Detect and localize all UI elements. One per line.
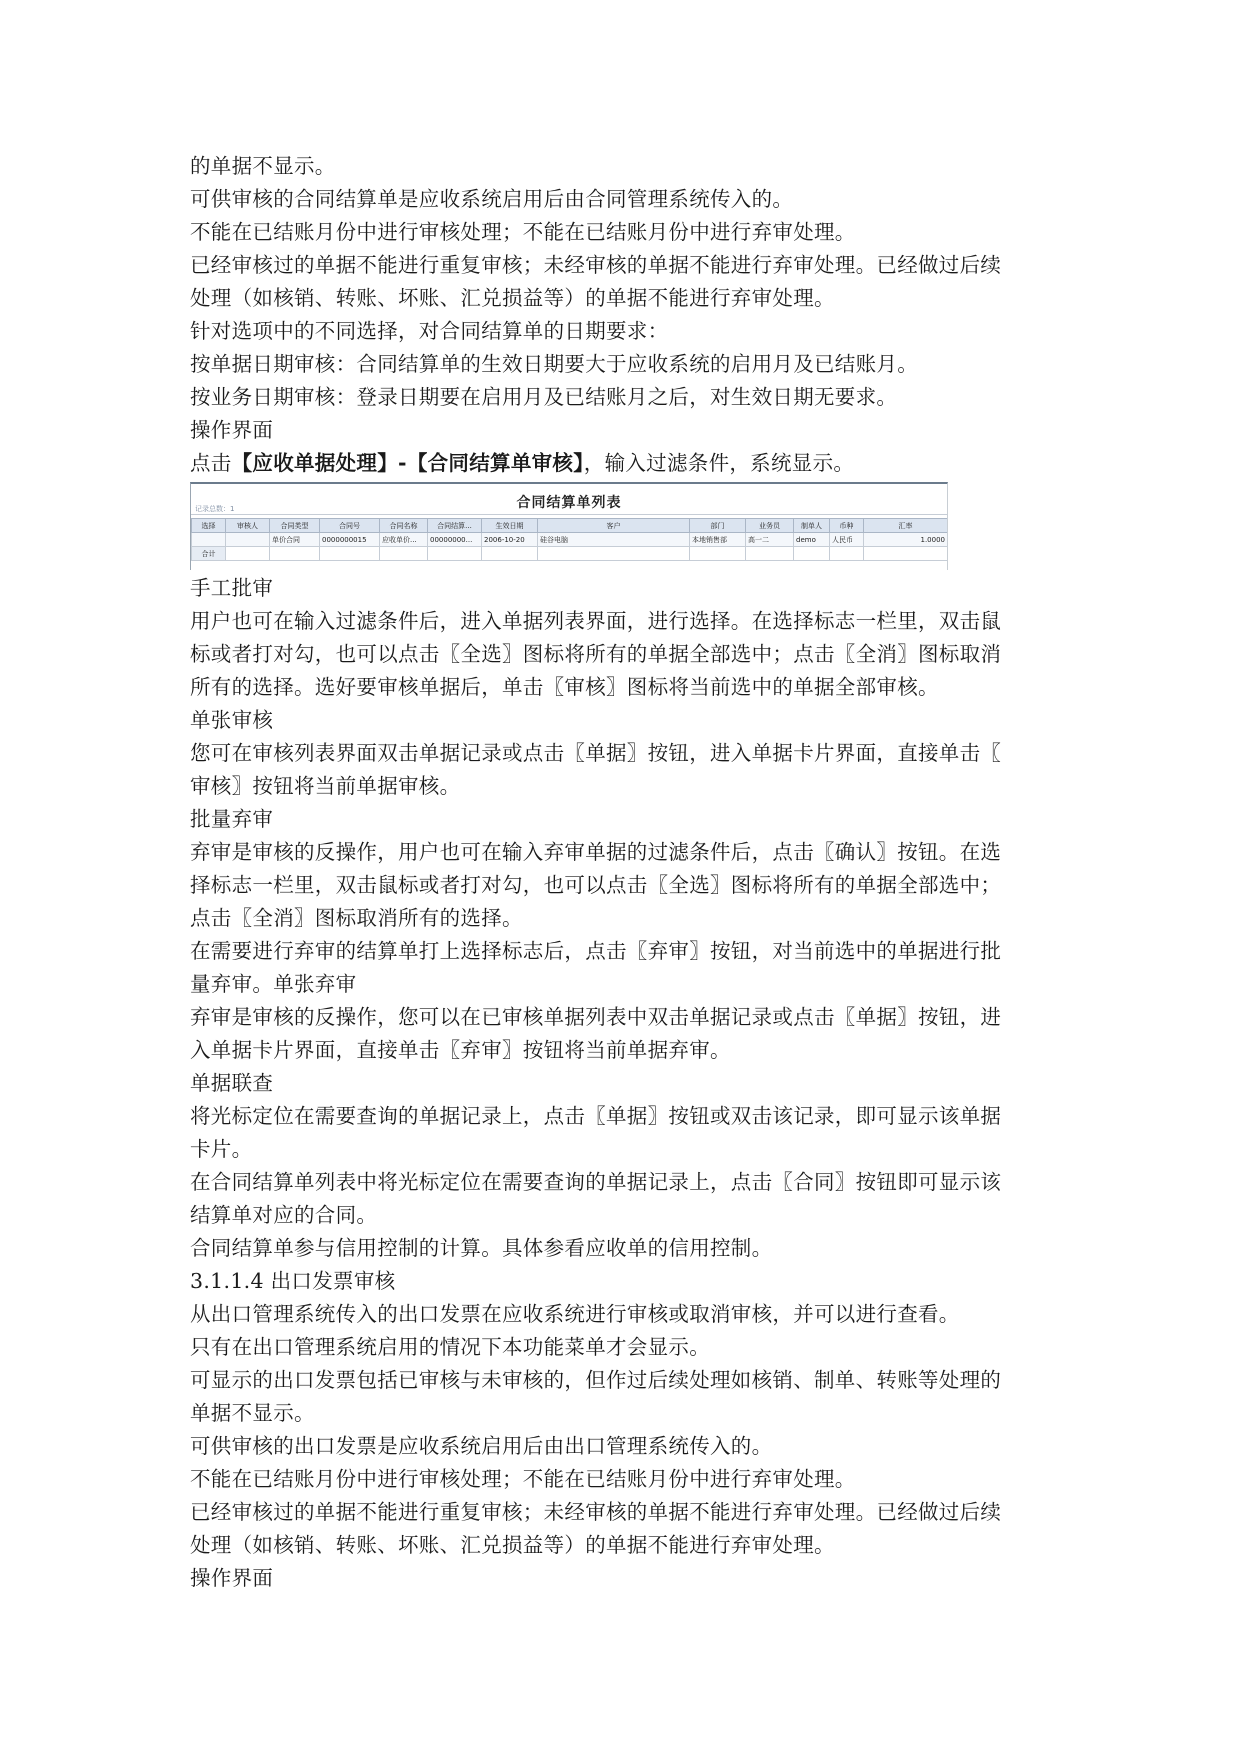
total-row <box>192 547 948 561</box>
paragraph-line: 手工批审 <box>190 576 274 600</box>
table-cell <box>428 547 482 561</box>
paragraph-line: 您可在审核列表界面双击单据记录或点击〖单据〗按钮，进入单据卡片界面，直接单击〖 <box>190 741 1002 765</box>
table-cell <box>864 547 948 561</box>
table-cell <box>270 547 320 561</box>
table-cell[interactable]: 本地销售部 <box>690 533 746 547</box>
column-header[interactable]: 合同名称 <box>380 519 428 533</box>
document-page <box>190 150 1050 1595</box>
table-cell[interactable]: 1.0000 <box>864 533 948 547</box>
column-header[interactable]: 币种 <box>830 519 864 533</box>
table-cell[interactable]: 2006-10-20 <box>482 533 538 547</box>
paragraph-line: 批量弃审 <box>190 807 274 831</box>
table-cell <box>320 547 380 561</box>
paragraph-line: 单张审核 <box>190 708 274 732</box>
table-header-row <box>192 519 948 533</box>
paragraph-line: 审核〗按钮将当前单据审核。 <box>190 774 461 798</box>
paragraph-line: 按业务日期审核：登录日期要在启用月及已结账月之后，对生效日期无要求。 <box>190 385 898 409</box>
paragraph-line: 量弃审。单张弃审 <box>190 972 357 996</box>
column-header[interactable]: 生效日期 <box>482 519 538 533</box>
nav-suffix: ，输入过滤条件，系统显示。 <box>583 451 855 475</box>
nav-instruction <box>190 447 1050 480</box>
paragraph-line: 可供审核的合同结算单是应收系统启用后由合同管理系统传入的。 <box>190 187 794 211</box>
paragraph-line: 针对选项中的不同选择，对合同结算单的日期要求： <box>190 319 669 343</box>
paragraph-line: 结算单对应的合同。 <box>190 1203 378 1227</box>
table-cell[interactable]: 硅谷电脑 <box>538 533 690 547</box>
paragraph-line: 入单据卡片界面，直接单击〖弃审〗按钮将当前单据弃审。 <box>190 1038 731 1062</box>
paragraph-line: 弃审是审核的反操作，您可以在已审核单据列表中双击单据记录或点击〖单据〗按钮，进 <box>190 1005 1002 1029</box>
list-table <box>191 518 948 561</box>
paragraph-line: 已经审核过的单据不能进行重复审核；未经审核的单据不能进行弃审处理。已经做过后续 <box>190 1500 1002 1524</box>
table-cell[interactable]: 应收单价... <box>380 533 428 547</box>
paragraph-line: 操作界面 <box>190 1566 274 1590</box>
table-cell <box>794 547 830 561</box>
menu-path-dash: - <box>398 451 407 475</box>
paragraph-line: 标或者打对勾，也可以点击〖全选〗图标将所有的单据全部选中；点击〖全消〗图标取消 <box>190 642 1002 666</box>
menu-path-1: 【应收单据处理】 <box>231 451 399 475</box>
bottom-text-block <box>190 572 1050 1595</box>
table-cell <box>538 547 690 561</box>
paragraph-line: 的单据不显示。 <box>190 154 336 178</box>
paragraph-line: 可显示的出口发票包括已审核与未审核的，但作过后续处理如核销、制单、转账等处理的 <box>190 1368 1002 1392</box>
paragraph-line: 在需要进行弃审的结算单打上选择标志后，点击〖弃审〗按钮，对当前选中的单据进行批 <box>190 939 1002 963</box>
column-header[interactable]: 选择 <box>192 519 226 533</box>
column-header[interactable]: 合同结算... <box>428 519 482 533</box>
table-cell[interactable] <box>192 533 226 547</box>
table-row[interactable] <box>192 533 948 547</box>
paragraph-line: 已经审核过的单据不能进行重复审核；未经审核的单据不能进行弃审处理。已经做过后续 <box>190 253 1002 277</box>
paragraph-line: 处理（如核销、转账、坏账、汇兑损益等）的单据不能进行弃审处理。 <box>190 1533 835 1557</box>
table-cell <box>746 547 794 561</box>
list-screenshot <box>190 482 948 570</box>
table-cell <box>690 547 746 561</box>
column-header[interactable]: 合同类型 <box>270 519 320 533</box>
paragraph-line: 用户也可在输入过滤条件后，进入单据列表界面，进行选择。在选择标志一栏里，双击鼠 <box>190 609 1002 633</box>
table-cell[interactable] <box>226 533 270 547</box>
table-cell[interactable]: 人民币 <box>830 533 864 547</box>
top-text-block <box>190 150 1050 447</box>
section-heading: 操作界面 <box>190 418 274 442</box>
paragraph-line: 弃审是审核的反操作，用户也可在输入弃审单据的过滤条件后，点击〖确认〗按钮。在选 <box>190 840 1002 864</box>
column-header[interactable]: 客户 <box>538 519 690 533</box>
column-header[interactable]: 制单人 <box>794 519 830 533</box>
table-cell[interactable]: 高一二 <box>746 533 794 547</box>
paragraph-line: 从出口管理系统传入的出口发票在应收系统进行审核或取消审核，并可以进行查看。 <box>190 1302 960 1326</box>
table-cell[interactable]: 00000000... <box>428 533 482 547</box>
table-cell <box>226 547 270 561</box>
table-cell <box>482 547 538 561</box>
column-header[interactable]: 审核人 <box>226 519 270 533</box>
paragraph-line: 在合同结算单列表中将光标定位在需要查询的单据记录上，点击〖合同〗按钮即可显示该 <box>190 1170 1002 1194</box>
table-cell[interactable]: 0000000015 <box>320 533 380 547</box>
paragraph-line: 单据联查 <box>190 1071 274 1095</box>
paragraph-line: 所有的选择。选好要审核单据后，单击〖审核〗图标将当前选中的单据全部审核。 <box>190 675 939 699</box>
column-header[interactable]: 业务员 <box>746 519 794 533</box>
nav-prefix: 点击 <box>190 451 232 475</box>
paragraph-line: 3.1.1.4 出口发票审核 <box>190 1269 396 1293</box>
record-count: 记录总数：1 <box>195 505 235 513</box>
column-header[interactable]: 合同号 <box>320 519 380 533</box>
title-divider <box>191 514 947 515</box>
table-cell[interactable]: 单价合同 <box>270 533 320 547</box>
paragraph-line: 可供审核的出口发票是应收系统启用后由出口管理系统传入的。 <box>190 1434 773 1458</box>
table-cell <box>830 547 864 561</box>
total-label: 合计 <box>192 547 226 561</box>
paragraph-line: 只有在出口管理系统启用的情况下本功能菜单才会显示。 <box>190 1335 710 1359</box>
table-cell[interactable]: demo <box>794 533 830 547</box>
paragraph-line: 按单据日期审核：合同结算单的生效日期要大于应收系统的启用月及已结账月。 <box>190 352 918 376</box>
column-header[interactable]: 汇率 <box>864 519 948 533</box>
paragraph-line: 择标志一栏里，双击鼠标或者打对勾，也可以点击〖全选〗图标将所有的单据全部选中； <box>190 873 1002 897</box>
paragraph-line: 处理（如核销、转账、坏账、汇兑损益等）的单据不能进行弃审处理。 <box>190 286 835 310</box>
paragraph-line: 点击〖全消〗图标取消所有的选择。 <box>190 906 523 930</box>
menu-path-2: 【合同结算单审核】 <box>406 451 584 475</box>
paragraph-line: 不能在已结账月份中进行审核处理；不能在已结账月份中进行弃审处理。 <box>190 220 856 244</box>
column-header[interactable]: 部门 <box>690 519 746 533</box>
paragraph-line: 合同结算单参与信用控制的计算。具体参看应收单的信用控制。 <box>190 1236 773 1260</box>
paragraph-line: 不能在已结账月份中进行审核处理；不能在已结账月份中进行弃审处理。 <box>190 1467 856 1491</box>
paragraph-line: 卡片。 <box>190 1137 253 1161</box>
list-title: 合同结算单列表 <box>516 495 622 511</box>
paragraph-line: 单据不显示。 <box>190 1401 315 1425</box>
table-cell <box>380 547 428 561</box>
paragraph-line: 将光标定位在需要查询的单据记录上，点击〖单据〗按钮或双击该记录，即可显示该单据 <box>190 1104 1002 1128</box>
